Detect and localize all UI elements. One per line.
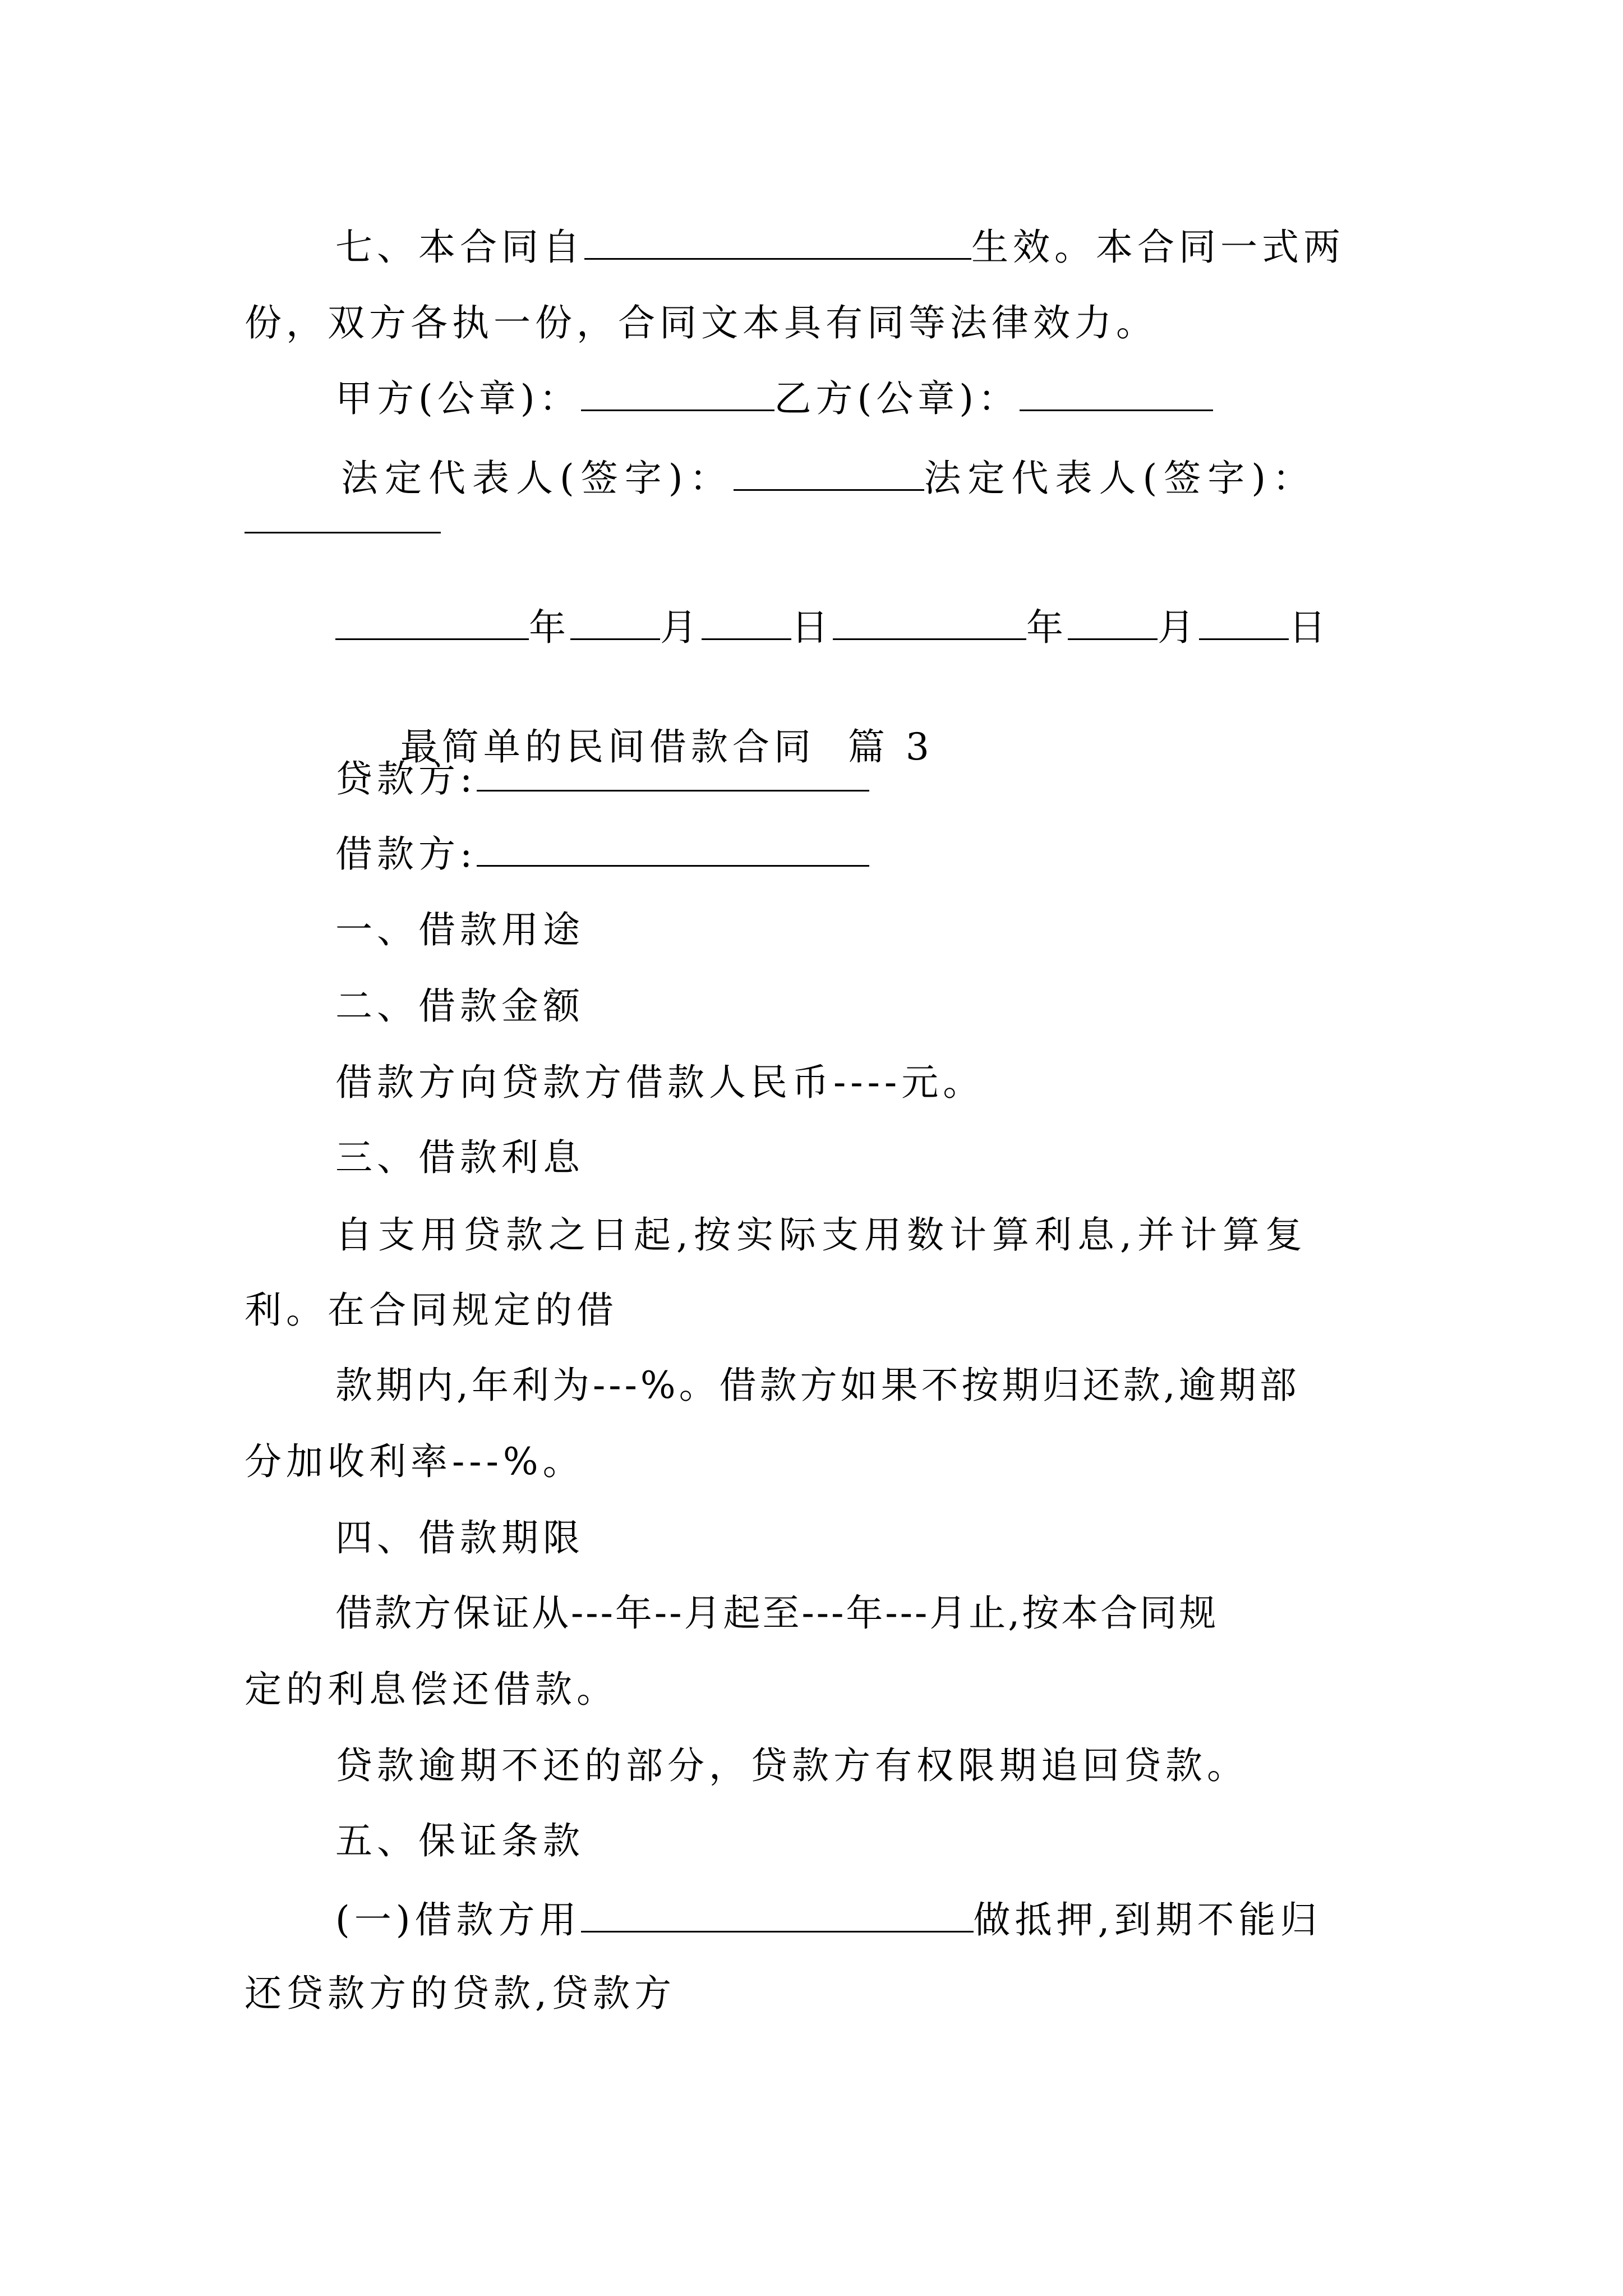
rep-a-label: 法定代表人(签字)：	[341, 457, 734, 500]
section-heading	[335, 680, 934, 769]
borrower-blank	[477, 830, 869, 867]
borrower-label: 借款方:	[335, 832, 477, 876]
day-label: 日	[791, 606, 833, 649]
section-two-title: 二、借款金额	[335, 984, 584, 1028]
rep-b-label: 法定代表人(签字)：	[924, 457, 1316, 500]
year-a-blank	[335, 604, 529, 640]
party-b-seal-label: 乙方(公章)：	[774, 377, 1020, 420]
section-five-title: 五、保证条款	[335, 1819, 584, 1862]
day-label-b: 日	[1289, 606, 1330, 649]
interest-para-line1: 自支用贷款之日起,按实际支用数计算利息,并计算复	[335, 1213, 1308, 1257]
interest-rate-line2: 分加收利率---%。	[245, 1440, 584, 1483]
month-label: 月	[660, 606, 702, 649]
interest-rate-line1: 款期内,年利为---%。借款方如果不按期归还款,逾期部	[335, 1364, 1300, 1407]
party-a-seal-label: 甲方(公章)：	[335, 377, 581, 420]
month-b-blank	[1068, 604, 1158, 640]
party-a-seal-blank	[581, 375, 774, 411]
guarantee-text-a: (一)借款方用	[335, 1898, 581, 1941]
borrower-line	[335, 830, 869, 875]
month-label-b: 月	[1158, 606, 1199, 649]
year-b-blank	[833, 604, 1026, 640]
clause-seven-text-2: 生效。本合同一式两	[971, 226, 1345, 269]
loan-amount-text: 借款方向贷款方借款人民币----元。	[335, 1061, 985, 1104]
year-label-b: 年	[1026, 606, 1068, 649]
section-one-title: 一、借款用途	[335, 908, 584, 951]
interest-para-line2: 利。在合同规定的借	[245, 1289, 618, 1332]
clause-seven-line	[335, 223, 1345, 268]
day-a-blank	[702, 604, 791, 640]
guarantee-para-line2: 还贷款方的贷款,贷款方	[245, 1972, 676, 2015]
month-a-blank	[570, 604, 660, 640]
lender-blank	[477, 755, 869, 792]
rep-a-blank	[734, 454, 924, 491]
guarantee-text-b: 做抵押,到期不能归	[973, 1898, 1322, 1941]
collateral-blank	[581, 1896, 974, 1932]
contract-heading: 最简单的民间借款合同 篇 3	[400, 725, 934, 769]
guarantee-para-line1	[335, 1896, 1321, 1941]
party-b-seal-blank	[1020, 375, 1213, 411]
clause-seven-cont-text: 份，双方各执一份，合同文本具有同等法律效力。	[245, 301, 1158, 344]
section-three-title: 三、借款利息	[335, 1136, 584, 1179]
section-four-title: 四、借款期限	[335, 1516, 584, 1559]
clause-seven-continuation	[245, 301, 1158, 346]
clause-seven-text: 七、本合同自	[335, 226, 584, 269]
overdue-para: 贷款逾期不还的部分，贷款方有权限期追回贷款。	[335, 1744, 1248, 1787]
rep-b-blank	[245, 532, 441, 533]
day-b-blank	[1199, 604, 1289, 640]
year-label: 年	[529, 606, 570, 649]
term-para-line2: 定的利息偿还借款。	[245, 1668, 618, 1711]
seal-line	[335, 375, 1213, 420]
lender-label: 贷款方:	[335, 757, 477, 800]
lender-line	[335, 755, 869, 800]
representative-line	[341, 454, 1316, 499]
date-line	[335, 604, 1330, 648]
effective-date-blank	[584, 223, 971, 260]
term-para-line1: 借款方保证从---年--月起至---年---月止,按本合同规	[335, 1591, 1219, 1635]
